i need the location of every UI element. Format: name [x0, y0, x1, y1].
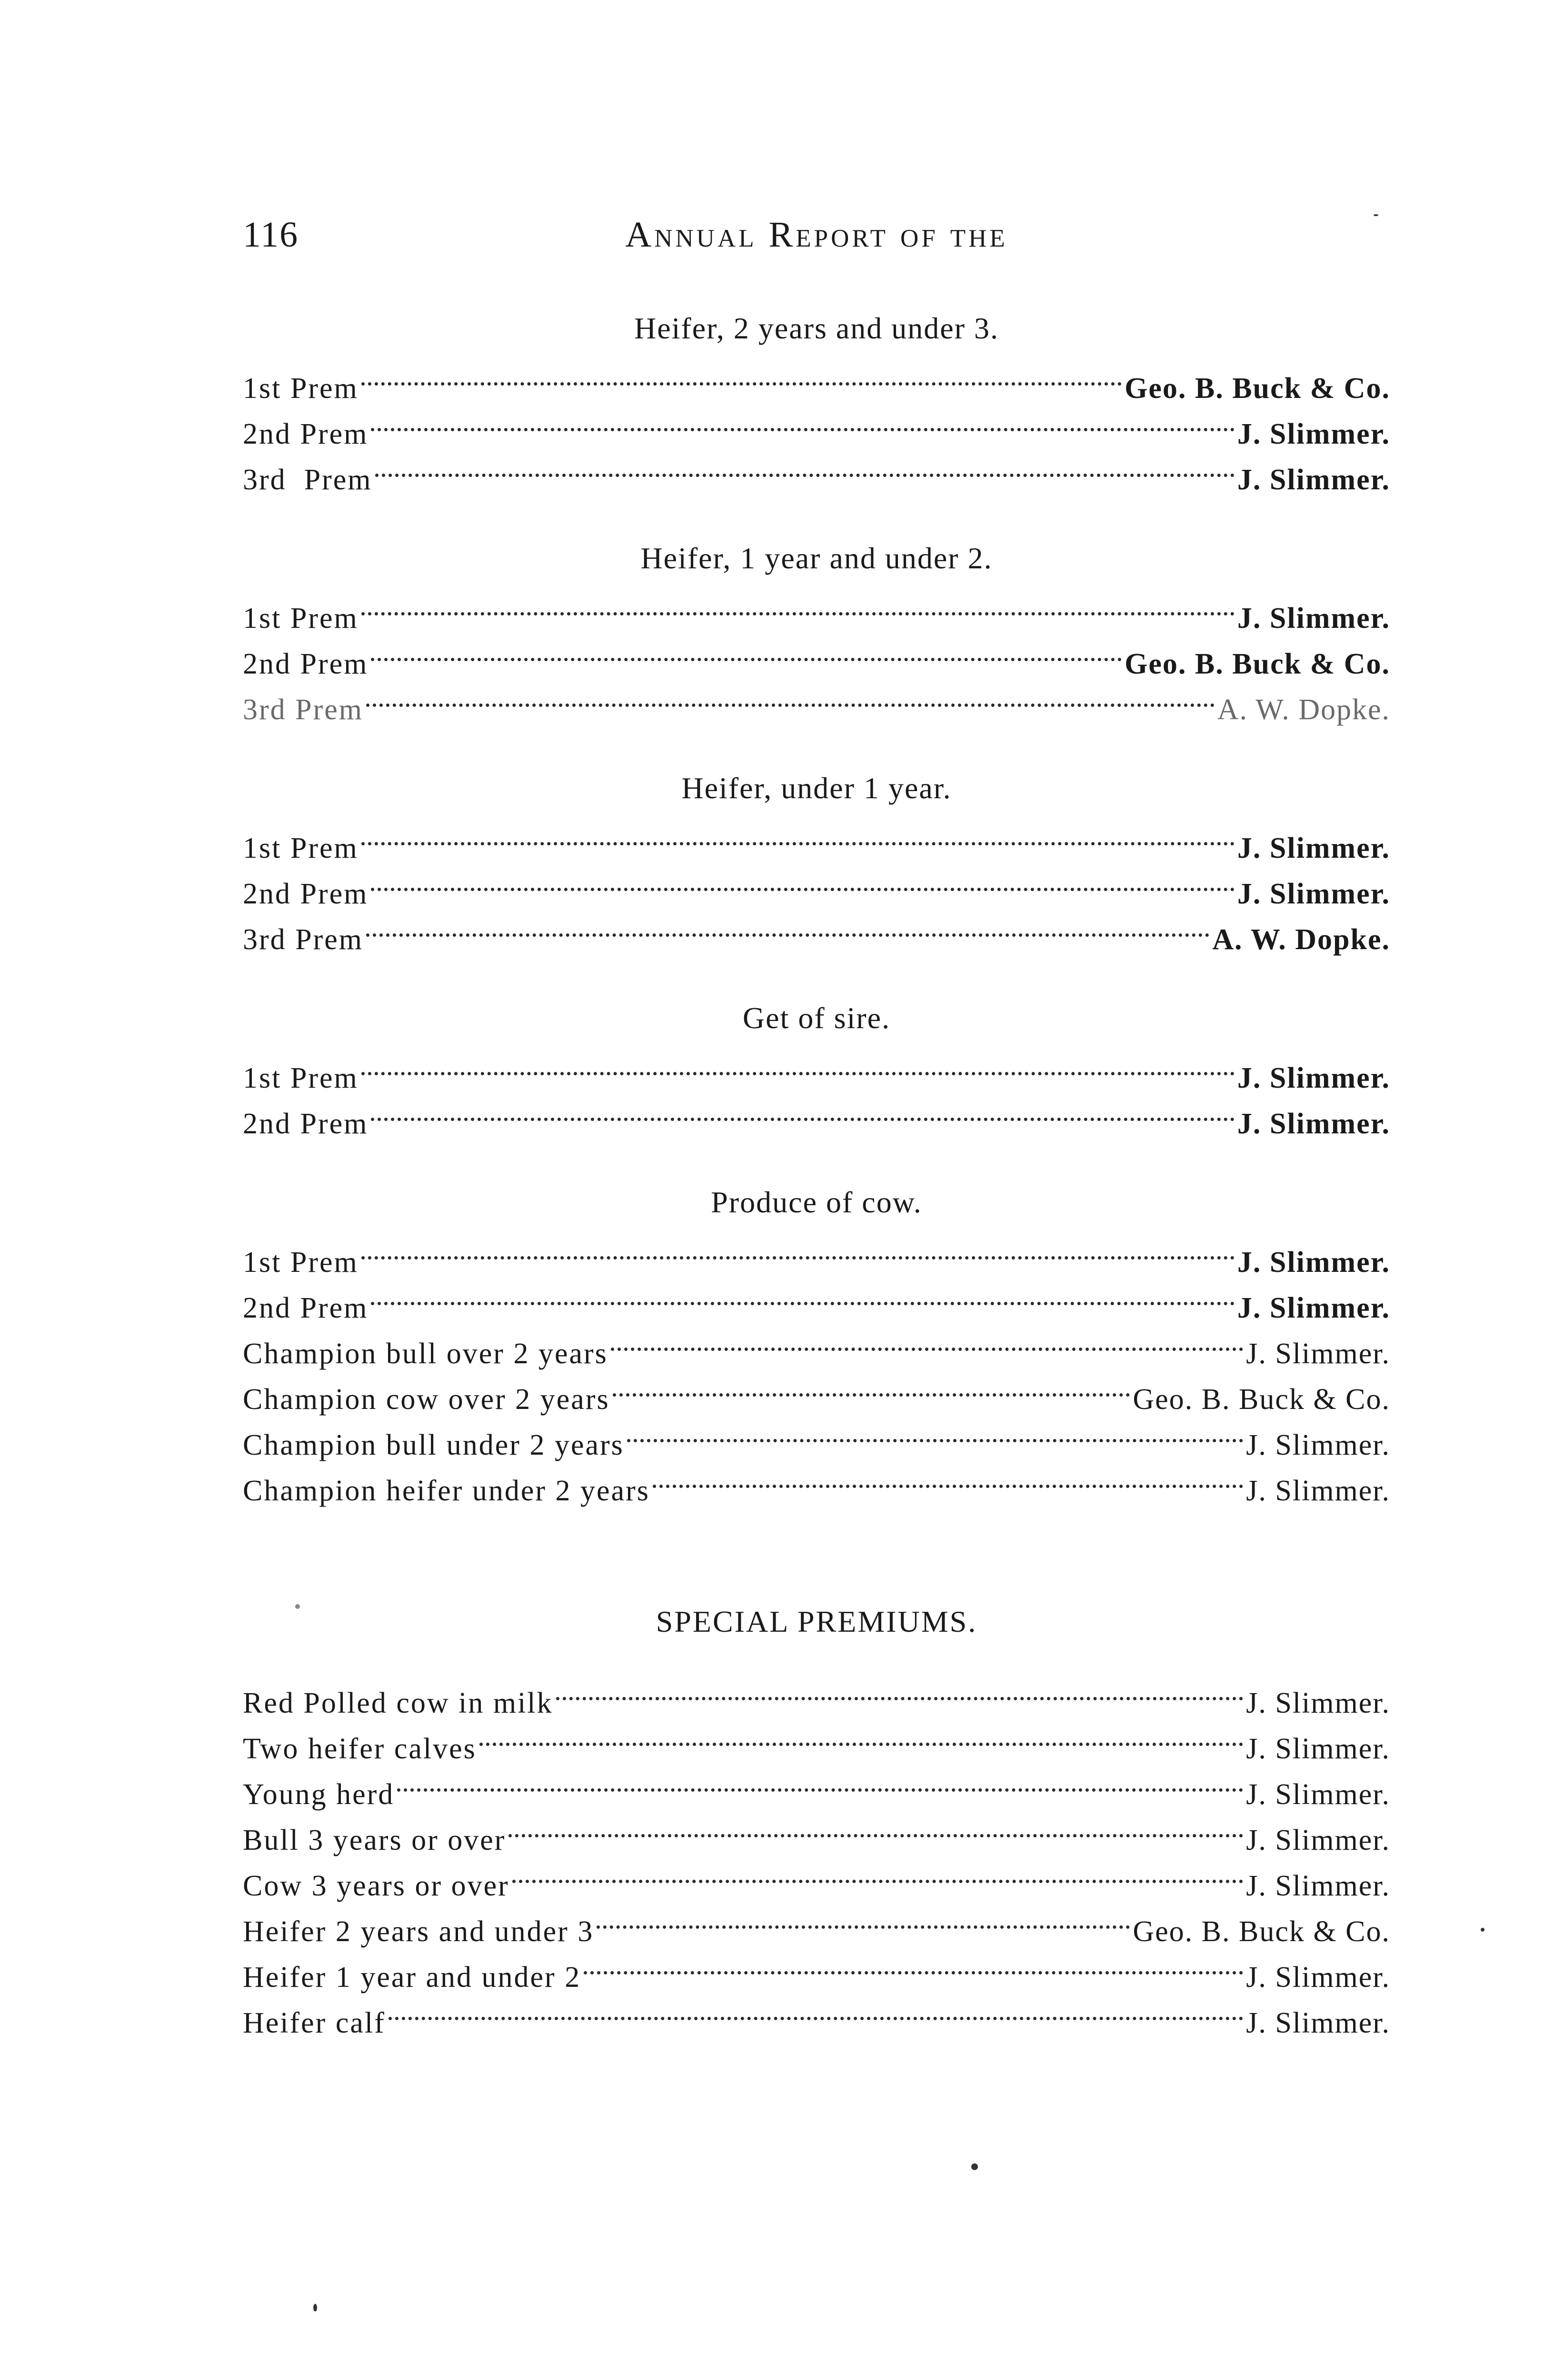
entry-label: Red Polled cow in milk	[243, 1687, 553, 1719]
entry-row	[243, 352, 1390, 405]
entry-label: 2nd Prem	[243, 648, 369, 680]
entry-row	[243, 582, 1390, 635]
page-header	[243, 214, 1390, 281]
entry-winner: J. Slimmer.	[1237, 1292, 1390, 1324]
entry-label: 1st Prem	[243, 832, 359, 864]
dot-leader	[361, 1042, 1235, 1088]
entry-winner: A. W. Dopke.	[1212, 923, 1390, 956]
entry-label: Champion bull under 2 years	[243, 1429, 624, 1461]
entry-label: Champion heifer under 2 years	[243, 1475, 650, 1507]
entry-row	[243, 1667, 1390, 1719]
running-title: Annual Report of the	[625, 215, 1008, 255]
section-heifer-under-1-year	[243, 764, 1390, 956]
entry-winner: Geo. B. Buck & Co.	[1133, 1915, 1390, 1948]
section-title: Get of sire.	[742, 1001, 891, 1035]
ink-speck	[971, 2163, 978, 2170]
dot-leader	[361, 582, 1235, 628]
entry-label: Two heifer calves	[243, 1733, 477, 1765]
dot-leader	[584, 1941, 1243, 1987]
dot-leader	[371, 398, 1235, 444]
entry-winner: J. Slimmer.	[1246, 1338, 1390, 1370]
entry-label: 1st Prem	[243, 372, 359, 405]
dot-leader	[366, 903, 1209, 949]
dot-leader	[479, 1713, 1243, 1758]
entry-label: 2nd Prem	[243, 418, 369, 450]
section-special-premiums	[243, 1596, 1390, 2039]
entry-row	[243, 628, 1390, 680]
entry-winner: J. Slimmer.	[1246, 1961, 1390, 1993]
dot-leader	[375, 444, 1235, 489]
entry-winner: J. Slimmer.	[1237, 878, 1390, 910]
dot-leader	[371, 1272, 1235, 1318]
entry-label: 2nd Prem	[243, 1292, 369, 1324]
dot-leader	[361, 352, 1122, 398]
section-produce-of-cow	[243, 1179, 1390, 1507]
entry-winner: J. Slimmer.	[1237, 832, 1390, 864]
entry-label: 1st Prem	[243, 602, 359, 635]
dot-leader	[556, 1667, 1244, 1713]
entry-winner: A. W. Dopke.	[1217, 694, 1390, 726]
entry-winner: J. Slimmer.	[1237, 1062, 1390, 1094]
entry-row	[243, 1804, 1390, 1856]
entry-row	[243, 398, 1390, 450]
section-heifer-1-year	[243, 535, 1390, 726]
dot-leader	[397, 1758, 1243, 1804]
dot-leader	[361, 1226, 1235, 1272]
entry-label: 1st Prem	[243, 1062, 359, 1094]
entry-winner: J. Slimmer.	[1246, 2007, 1390, 2039]
section-title: Heifer, 1 year and under 2.	[640, 541, 993, 575]
section-title: Produce of cow.	[711, 1185, 922, 1219]
entry-row	[243, 812, 1390, 864]
entry-row	[243, 1226, 1390, 1279]
ink-speck	[1374, 214, 1378, 216]
entry-row	[243, 1088, 1390, 1140]
entry-winner: J. Slimmer.	[1246, 1475, 1390, 1507]
entry-winner: J. Slimmer.	[1246, 1824, 1390, 1856]
premium-list	[243, 305, 1390, 2039]
section-heifer-2-years	[243, 305, 1390, 496]
entry-label: Heifer calf	[243, 2007, 386, 2039]
entry-label: Bull 3 years or over	[243, 1824, 506, 1856]
entry-label: Champion cow over 2 years	[243, 1383, 610, 1416]
entry-label: 2nd Prem	[243, 878, 369, 910]
dot-leader	[508, 1804, 1243, 1850]
entry-label: 3rd Prem	[243, 694, 364, 726]
dot-leader	[388, 1987, 1243, 2033]
entry-row	[243, 858, 1390, 910]
dot-leader	[512, 1850, 1243, 1895]
dot-leader	[371, 858, 1235, 903]
entry-winner: J. Slimmer.	[1237, 1246, 1390, 1279]
dot-leader	[597, 1895, 1130, 1941]
entry-label: 3rd Prem	[243, 464, 372, 496]
entry-row	[243, 1318, 1390, 1370]
entry-row	[243, 1042, 1390, 1094]
entry-winner: J. Slimmer.	[1237, 464, 1390, 496]
entry-winner: J. Slimmer.	[1246, 1687, 1390, 1719]
entry-winner: J. Slimmer.	[1246, 1733, 1390, 1765]
entry-row	[243, 1758, 1390, 1811]
ink-speck	[1481, 1928, 1484, 1932]
entry-row	[243, 444, 1390, 496]
dot-leader	[613, 1363, 1130, 1409]
entry-label: Cow 3 years or over	[243, 1870, 509, 1902]
entry-label: 1st Prem	[243, 1246, 359, 1279]
entry-winner: J. Slimmer.	[1246, 1870, 1390, 1902]
entry-row	[243, 903, 1390, 956]
page-number: 116	[243, 215, 299, 255]
section-title: Heifer, 2 years and under 3.	[634, 311, 999, 345]
entry-winner: Geo. B. Buck & Co.	[1133, 1383, 1390, 1416]
dot-leader	[627, 1409, 1243, 1455]
entry-winner: J. Slimmer.	[1237, 1108, 1390, 1140]
entry-winner: J. Slimmer.	[1246, 1429, 1390, 1461]
dot-leader	[371, 628, 1122, 674]
dot-leader	[611, 1318, 1243, 1363]
entry-label: Champion bull over 2 years	[243, 1338, 608, 1370]
dot-leader	[366, 674, 1215, 719]
entry-label: 3rd Prem	[243, 923, 364, 956]
entry-winner: Geo. B. Buck & Co.	[1125, 372, 1390, 405]
entry-label: 2nd Prem	[243, 1108, 369, 1140]
section-title: Heifer, under 1 year.	[681, 771, 952, 805]
entry-winner: J. Slimmer.	[1237, 418, 1390, 450]
entry-winner: J. Slimmer.	[1246, 1778, 1390, 1811]
section-get-of-sire	[243, 994, 1390, 1140]
entry-row	[243, 1272, 1390, 1324]
entry-winner: J. Slimmer.	[1237, 602, 1390, 635]
ink-speck	[295, 1604, 300, 1609]
dot-leader	[361, 812, 1235, 858]
entry-label: Young herd	[243, 1778, 395, 1811]
entry-label: Heifer 2 years and under 3	[243, 1915, 594, 1948]
ink-speck	[313, 2304, 317, 2311]
entry-winner: Geo. B. Buck & Co.	[1125, 648, 1390, 680]
dot-leader	[653, 1455, 1243, 1500]
dot-leader	[371, 1088, 1235, 1133]
entry-row	[243, 1987, 1390, 2039]
special-premiums-title: SPECIAL PREMIUMS.	[656, 1605, 977, 1638]
entry-label: Heifer 1 year and under 2	[243, 1961, 581, 1993]
